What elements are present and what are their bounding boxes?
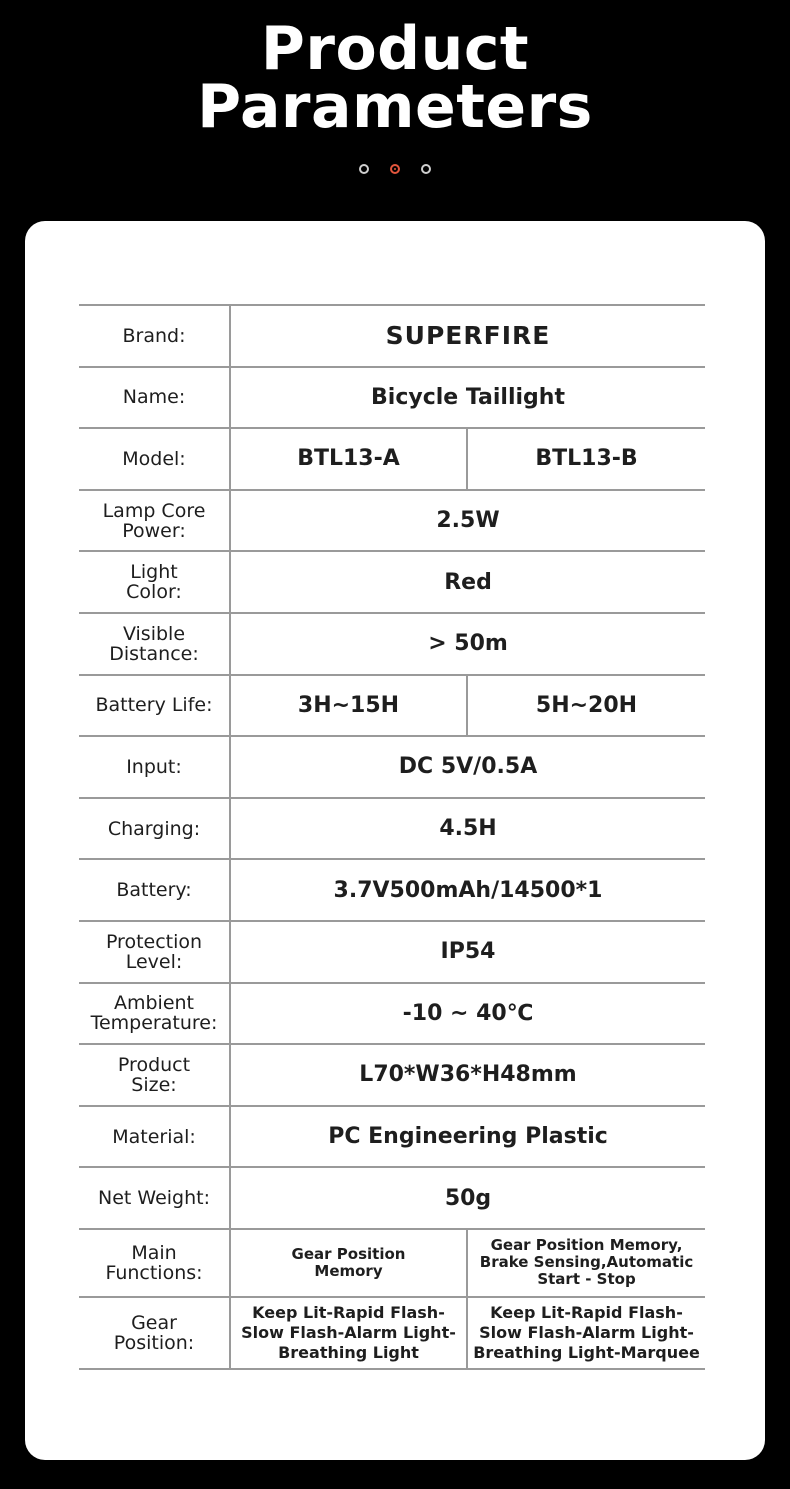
title-line-1: Product <box>260 14 530 84</box>
row-label: Gear Position: <box>79 1297 230 1369</box>
page-indicator <box>0 164 790 174</box>
row-label: Charging: <box>79 798 230 860</box>
row-lamp-power <box>79 490 705 552</box>
row-label: Lamp Core Power: <box>79 490 230 552</box>
net-weight-value: 50g <box>230 1167 705 1229</box>
row-label: Net Weight: <box>79 1167 230 1229</box>
page-dot-2-active[interactable] <box>390 164 400 174</box>
row-protection-level <box>79 921 705 983</box>
row-label: Visible Distance: <box>79 613 230 675</box>
row-label: Ambient Temperature: <box>79 983 230 1045</box>
row-main-functions <box>79 1229 705 1297</box>
page-title <box>0 14 790 142</box>
row-label: Name: <box>79 367 230 429</box>
visible-distance-value: > 50m <box>230 613 705 675</box>
row-input <box>79 736 705 798</box>
row-label: Input: <box>79 736 230 798</box>
row-name <box>79 367 705 429</box>
row-label: Protection Level: <box>79 921 230 983</box>
row-material <box>79 1106 705 1168</box>
battery-value: 3.7V500mAh/14500*1 <box>230 859 705 921</box>
gear-position-a-value: Keep Lit-Rapid Flash- Slow Flash-Alarm Light- Breathing Light <box>230 1297 467 1369</box>
product-size-value: L70*W36*H48mm <box>230 1044 705 1106</box>
title-line-2: Parameters <box>197 72 593 142</box>
ambient-temperature-value: -10 ~ 40℃ <box>230 983 705 1045</box>
row-brand <box>79 305 705 367</box>
battery-life-a-value: 3H~15H <box>230 675 467 737</box>
row-product-size <box>79 1044 705 1106</box>
spec-table <box>79 304 705 1370</box>
battery-life-b-value: 5H~20H <box>467 675 705 737</box>
row-label: Main Functions: <box>79 1229 230 1297</box>
row-model <box>79 428 705 490</box>
row-battery-life <box>79 675 705 737</box>
row-visible-distance <box>79 613 705 675</box>
spec-card <box>25 221 765 1460</box>
gear-position-b-value: Keep Lit-Rapid Flash- Slow Flash-Alarm Light- Breathing Light-Marquee <box>467 1297 705 1369</box>
model-b-value: BTL13-B <box>467 428 705 490</box>
page-dot-3[interactable] <box>421 164 431 174</box>
light-color-value: Red <box>230 551 705 613</box>
row-light-color <box>79 551 705 613</box>
row-label: Product Size: <box>79 1044 230 1106</box>
brand-value: SUPERFIRE <box>230 305 705 367</box>
row-label: Model: <box>79 428 230 490</box>
lamp-power-value: 2.5W <box>230 490 705 552</box>
row-label: Battery: <box>79 859 230 921</box>
row-battery <box>79 859 705 921</box>
row-label: Light Color: <box>79 551 230 613</box>
protection-level-value: IP54 <box>230 921 705 983</box>
charging-value: 4.5H <box>230 798 705 860</box>
main-functions-b-value: Gear Position Memory, Brake Sensing,Automatic Start - Stop <box>467 1229 705 1297</box>
name-value: Bicycle Taillight <box>230 367 705 429</box>
row-charging <box>79 798 705 860</box>
input-value: DC 5V/0.5A <box>230 736 705 798</box>
page-dot-1[interactable] <box>359 164 369 174</box>
material-value: PC Engineering Plastic <box>230 1106 705 1168</box>
row-net-weight <box>79 1167 705 1229</box>
model-a-value: BTL13-A <box>230 428 467 490</box>
main-functions-a-value: Gear Position Memory <box>230 1229 467 1297</box>
row-gear-position <box>79 1297 705 1369</box>
row-label: Battery Life: <box>79 675 230 737</box>
row-label: Material: <box>79 1106 230 1168</box>
row-ambient-temperature <box>79 983 705 1045</box>
row-label: Brand: <box>79 305 230 367</box>
